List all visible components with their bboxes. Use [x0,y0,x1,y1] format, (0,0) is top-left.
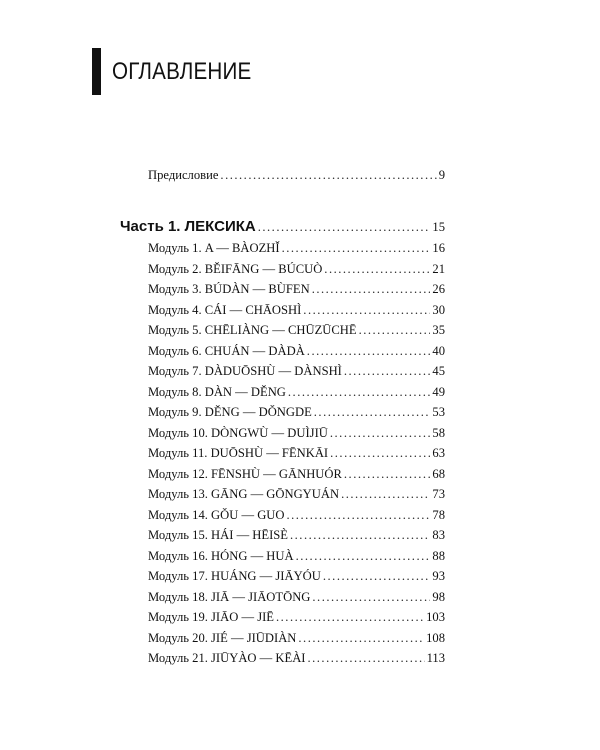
toc-entry-label: Модуль 4. CÁI — CHĀOSHÌ [148,302,302,317]
toc-entry-module[interactable] [148,384,445,400]
toc-page-number: 108 [426,630,445,645]
toc-leader-dots [341,486,430,502]
toc-entry-module[interactable] [148,404,445,420]
toc-leader-dots [220,167,436,183]
toc-leader-dots [323,568,431,584]
toc-page-number: 93 [432,569,445,583]
toc-leader-dots [287,507,431,523]
toc-page-number: 49 [432,384,445,399]
toc-entry-label: Модуль 10. DÒNGWÙ — DUÌJIŪ [148,425,328,440]
toc-entry-module[interactable] [148,589,445,605]
toc-entry-label: Модуль 16. HÓNG — HUÀ [148,548,294,563]
toc-entry-module[interactable] [148,302,445,318]
toc-page-number: 63 [432,446,445,460]
toc-leader-dots [303,302,430,318]
toc-entry-module[interactable] [148,261,445,277]
toc-entry-label: Модуль 19. JIĀO — JIĒ [148,610,274,624]
toc-leader-dots [324,261,430,277]
toc-entry-module[interactable] [148,548,445,564]
toc-page-number: 83 [432,528,445,542]
toc-leader-dots [290,527,430,543]
toc-page-number: 16 [432,241,445,255]
toc-entry-module[interactable] [148,281,445,297]
toc-entry-label: Модуль 15. HÁI — HĒISÈ [148,528,288,542]
toc-entry-label: Предисловие [148,168,219,182]
toc-entry-preface[interactable] [148,167,445,183]
toc-page-number: 103 [426,610,445,624]
toc-page-number: 45 [432,364,445,378]
toc-entry-label: Модуль 13. GĀNG — GŌNGYUÁN [148,487,340,501]
toc-page-number: 30 [432,302,445,317]
toc-page-number: 98 [432,589,445,604]
toc-leader-dots [307,343,431,359]
toc-entry-label: Модуль 9. DĚNG — DǑNGDE [148,405,312,419]
toc-entry-label: Модуль 7. DÀDUŌSHÙ — DÀNSHÌ [148,364,342,378]
toc-entry-module[interactable] [148,343,445,359]
heading-bar [92,48,101,95]
toc-entry-module[interactable] [148,527,445,543]
toc-entry-module[interactable] [148,486,445,502]
toc-page-number: 58 [432,425,445,440]
toc-leader-dots [276,609,424,625]
toc-entry-label: Модуль 6. CHUÁN — DÀDÀ [148,343,305,358]
toc-entry-label: Модуль 21. JIŪYÀO — KĒÀI [148,651,306,665]
toc-entry-label: Модуль 18. JIĀ — JIĀOTŌNG [148,589,311,604]
toc-page-number: 26 [432,282,445,296]
toc-entry-module[interactable] [148,466,445,482]
toc-page-number: 73 [432,487,445,501]
toc-entry-module[interactable] [148,568,445,584]
toc-leader-dots [288,384,431,400]
toc-entry-module[interactable] [148,650,445,666]
toc-leader-dots [344,466,431,482]
toc-entry-module[interactable] [148,445,445,461]
toc-page-number: 113 [426,651,445,665]
toc-leader-dots [258,219,431,235]
toc-page-number: 78 [432,507,445,522]
toc-entry-label: Модуль 2. BĚIFĀNG — BÚCUÒ [148,261,323,276]
toc-entry-label: Модуль 3. BÚDÀN — BÙFEN [148,282,310,296]
toc-entry-label: Модуль 14. GǑU — GUO [148,507,285,522]
toc-page-number: 40 [432,343,445,358]
toc-entry-label: Часть 1. ЛЕКСИКА [120,218,256,235]
toc-entry-label: Модуль 8. DÀN — DĚNG [148,384,286,399]
toc-leader-dots [359,322,431,338]
toc-page-number: 53 [432,405,445,419]
toc-entry-module[interactable] [148,507,445,523]
toc-entry-module[interactable] [148,609,445,625]
toc-leader-dots [314,404,431,420]
toc-page-number: 21 [432,261,445,276]
toc-entry-label: Модуль 17. HUÁNG — JIĀYÓU [148,569,321,583]
toc-leader-dots [330,445,430,461]
page-title: ОГЛАВЛЕНИЕ [112,58,252,85]
toc-entry-module[interactable] [148,363,445,379]
toc-entry-label: Модуль 12. FĒNSHÙ — GĀNHUÓR [148,466,342,481]
toc-page-number: 9 [438,168,445,182]
toc-leader-dots [330,425,431,441]
toc-page-number: 88 [432,548,445,563]
toc-leader-dots [344,363,431,379]
toc-entry-label: Модуль 20. JIÉ — JIŪDIÀN [148,630,297,645]
toc-page-number: 68 [432,466,445,481]
toc-leader-dots [307,650,424,666]
toc-entry-label: Модуль 5. CHĒLIÀNG — CHŪZŪCHĒ [148,323,357,337]
toc-entry-module[interactable] [148,240,445,256]
toc-leader-dots [282,240,431,256]
toc-entry-label: Модуль 1. A — BÀOZHǏ [148,241,280,255]
toc-leader-dots [296,548,431,564]
toc-leader-dots [312,589,430,605]
toc-page-number: 35 [432,323,445,337]
toc-leader-dots [312,281,431,297]
toc-entry-module[interactable] [148,322,445,338]
toc-entry-module[interactable] [148,425,445,441]
toc-entry-part-1[interactable] [120,219,445,235]
toc-entry-module[interactable] [148,630,445,646]
toc-leader-dots [298,630,424,646]
toc-page-number: 15 [432,220,445,234]
toc-entry-label: Модуль 11. DUŌSHÙ — FĒNKĀI [148,446,329,460]
